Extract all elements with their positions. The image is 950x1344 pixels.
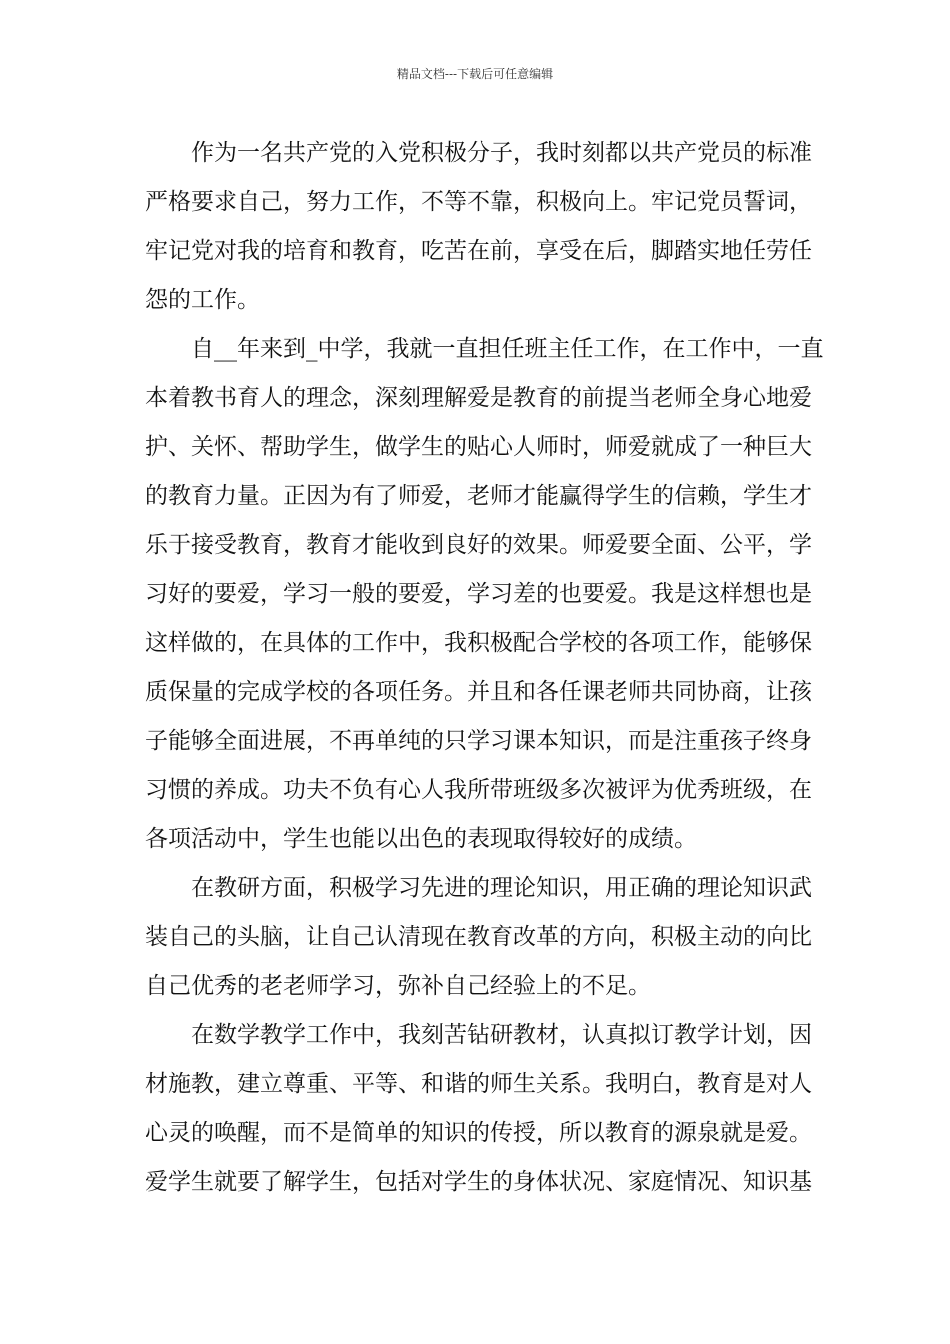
paragraph-3-line-3: 自己优秀的老老师学习，弥补自己经验上的不足。 <box>145 973 651 999</box>
paragraph-1-line-3: 牢记党对我的培育和教育，吃苦在前，享受在后，脚踏实地任劳任 <box>145 238 812 264</box>
paragraph-1-line-1: 作为一名共产党的入党积极分子，我时刻都以共产党员的标准 <box>191 140 812 166</box>
paragraph-2-line-6: 习好的要爱，学习一般的要爱，学习差的也要爱。我是这样想也是 <box>145 581 812 607</box>
paragraph-2-line-1: 自__年来到_中学，我就一直担任班主任工作，在工作中，一直 <box>191 336 824 362</box>
paragraph-2-line-7: 这样做的，在具体的工作中，我积极配合学校的各项工作，能够保 <box>145 630 812 656</box>
paragraph-1-line-2: 严格要求自己，努力工作，不等不靠，积极向上。牢记党员誓词， <box>145 189 812 215</box>
paragraph-2-line-4: 的教育力量。正因为有了师爱，老师才能赢得学生的信赖，学生才 <box>145 483 812 509</box>
paragraph-2-line-3: 护、关怀、帮助学生，做学生的贴心人师时，师爱就成了一种巨大 <box>145 434 812 460</box>
paragraph-4-line-3: 心灵的唤醒，而不是简单的知识的传授，所以教育的源泉就是爱。 <box>145 1120 812 1146</box>
paragraph-1-line-4: 怨的工作。 <box>145 287 260 313</box>
paragraph-4-line-1: 在数学教学工作中，我刻苦钻研教材，认真拟订教学计划，因 <box>191 1022 812 1048</box>
paragraph-4-line-2: 材施教，建立尊重、平等、和谐的师生关系。我明白，教育是对人 <box>145 1071 812 1097</box>
paragraph-2-line-8: 质保量的完成学校的各项任务。并且和各任课老师共同协商，让孩 <box>145 679 812 705</box>
document-body <box>145 129 824 1207</box>
paragraph-2-line-11: 各项活动中，学生也能以出色的表现取得较好的成绩。 <box>145 826 697 852</box>
paragraph-3-line-1: 在教研方面，积极学习先进的理论知识，用正确的理论知识武 <box>191 875 812 901</box>
paragraph-4-line-4: 爱学生就要了解学生，包括对学生的身体状况、家庭情况、知识基 <box>145 1169 812 1195</box>
paragraph-2-line-2: 本着教书育人的理念，深刻理解爱是教育的前提当老师全身心地爱 <box>145 385 812 411</box>
paragraph-3-line-2: 装自己的头脑，让自己认清现在教育改革的方向，积极主动的向比 <box>145 924 812 950</box>
paragraph-2-line-5: 乐于接受教育，教育才能收到良好的效果。师爱要全面、公平，学 <box>145 532 812 558</box>
paragraph-2-line-9: 子能够全面进展，不再单纯的只学习课本知识，而是注重孩子终身 <box>145 728 812 754</box>
paragraph-2-line-10: 习惯的养成。功夫不负有心人我所带班级多次被评为优秀班级，在 <box>145 777 812 803</box>
page-header: 精品文档---下载后可任意编辑 <box>396 67 554 81</box>
